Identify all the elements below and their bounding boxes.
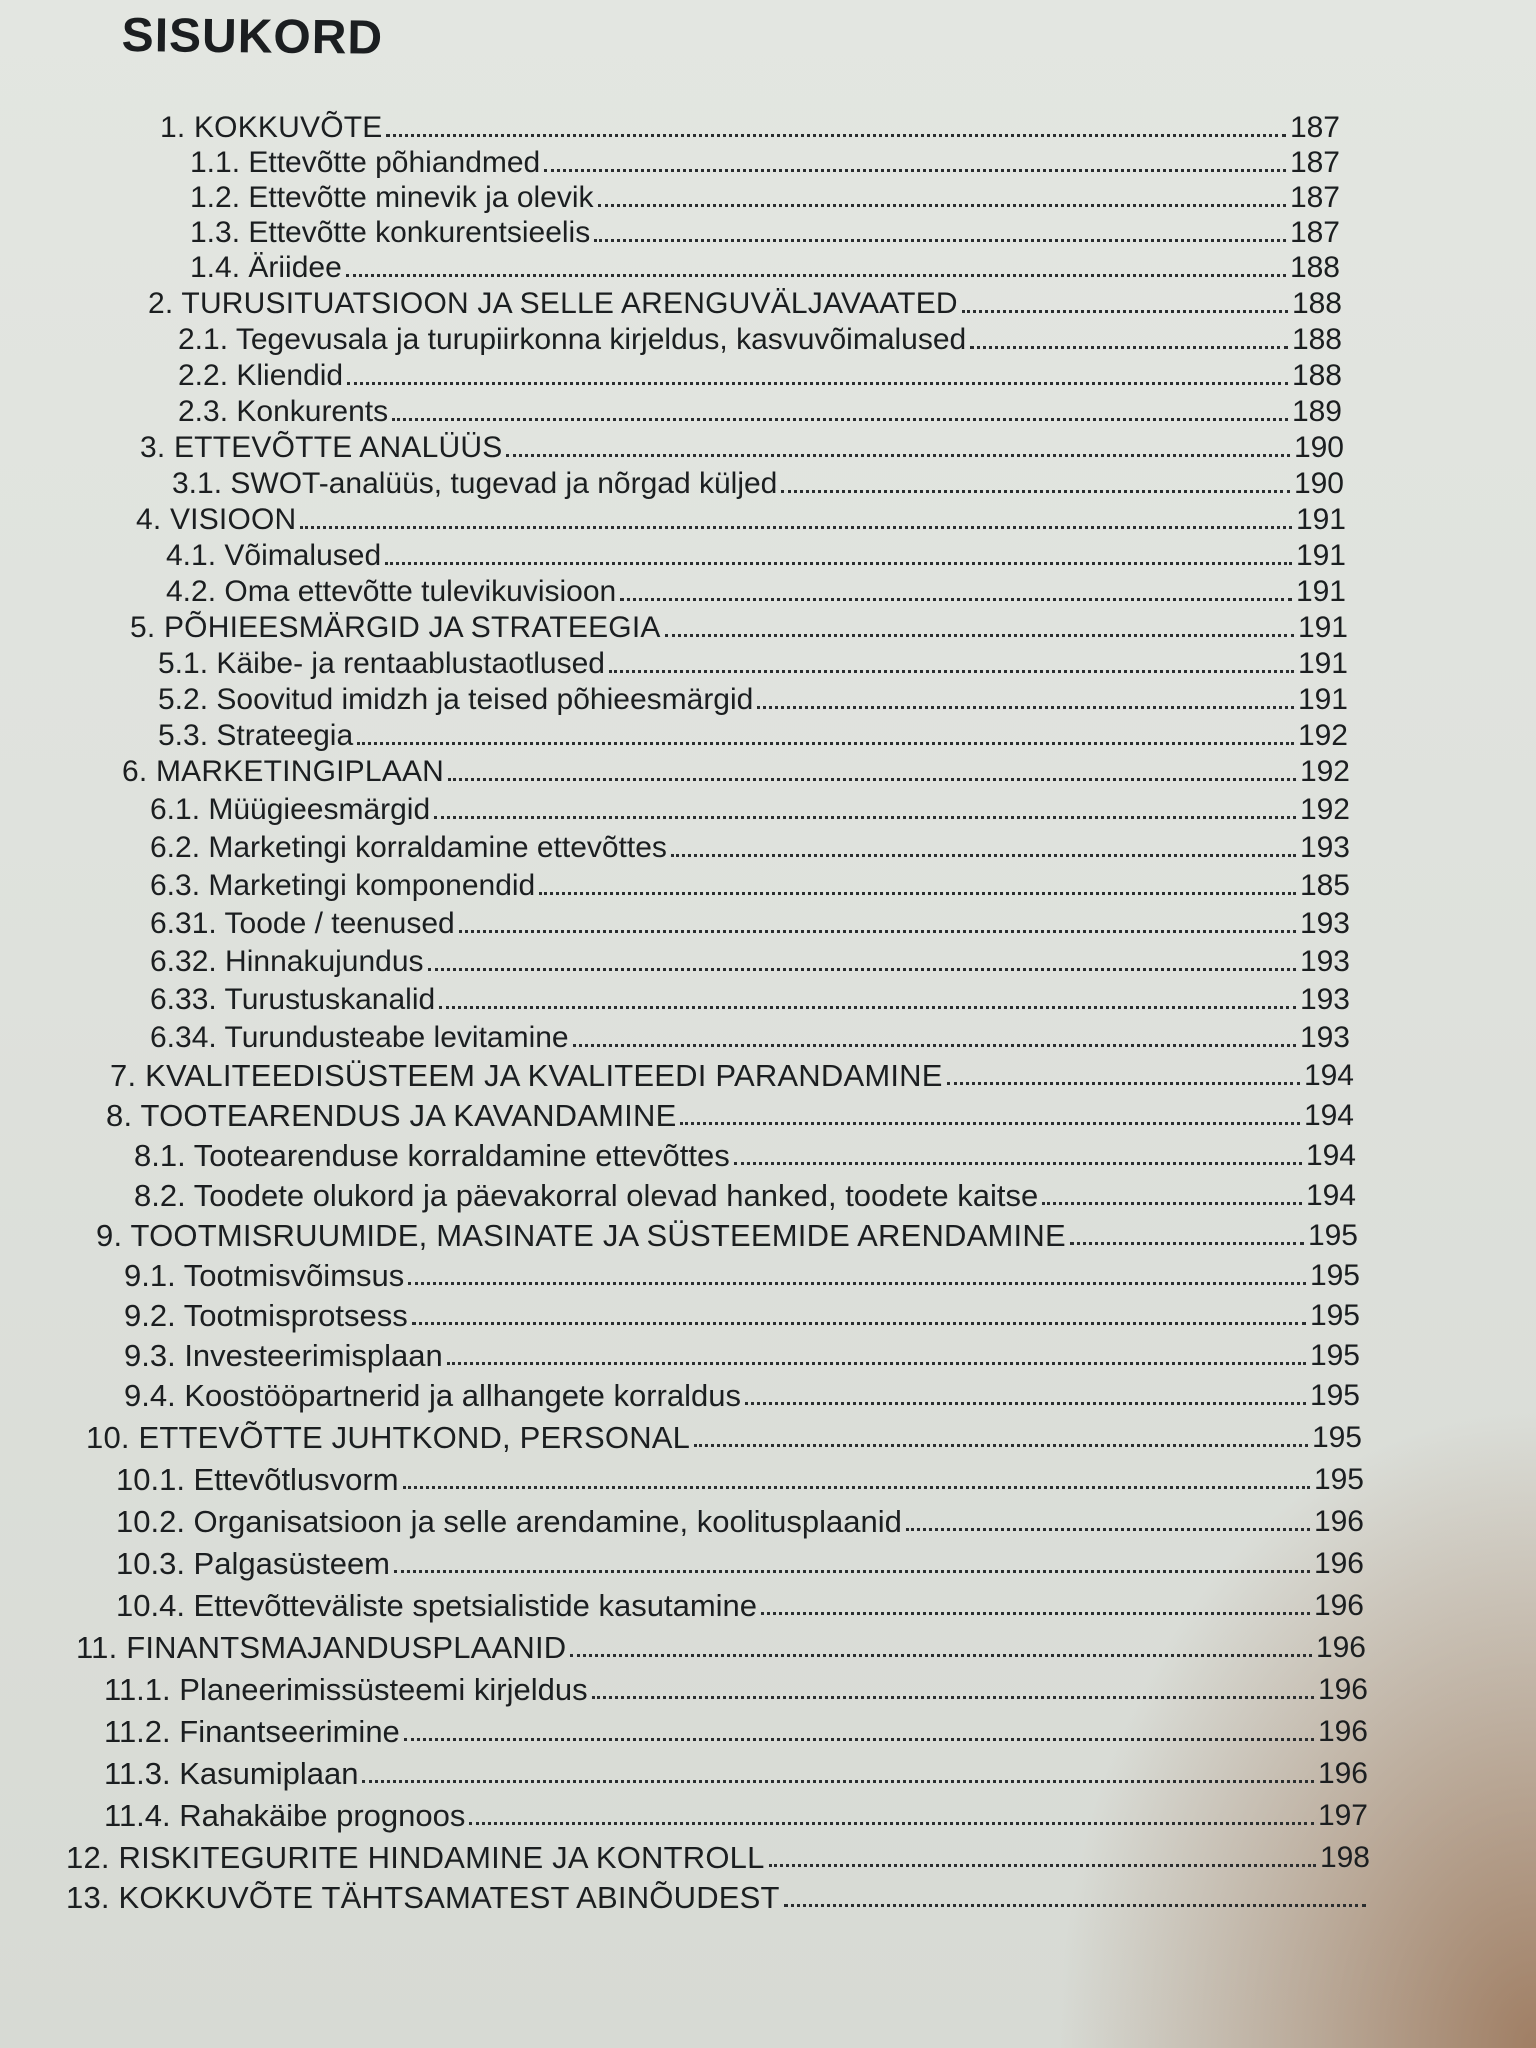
dot-leader	[392, 418, 1288, 421]
toc-entry	[134, 1136, 1356, 1174]
toc-page-number: 196	[1313, 1547, 1364, 1580]
toc-entry	[106, 1096, 1354, 1134]
toc-entry-title: 4.1. Võimalused	[166, 539, 382, 572]
toc-entry	[166, 572, 1346, 610]
dot-leader	[609, 670, 1294, 673]
dot-leader	[404, 1738, 1314, 1741]
dot-leader	[347, 382, 1288, 385]
toc-entry-title: 11. FINANTSMAJANDUSPLAANID	[76, 1630, 567, 1665]
dot-leader	[962, 310, 1288, 313]
toc-entry-title: 2.1. Tegevusala ja turupiirkonna kirjeldus, kasvuvõimalused	[178, 323, 967, 356]
toc-entry-title: 1.4. Äriidee	[190, 251, 342, 284]
toc-entry-title: 10.3. Palgasüsteem	[116, 1546, 391, 1581]
toc-page-number: 191	[1295, 575, 1346, 608]
toc-entry	[150, 980, 1350, 1018]
toc-entry	[166, 536, 1346, 574]
toc-entry	[124, 1296, 1360, 1334]
dot-leader	[539, 892, 1296, 895]
toc-entry	[76, 1628, 1366, 1666]
toc-entry-title: 2. TURUSITUATSIOON JA SELLE ARENGUVÄLJAVAATED	[148, 287, 958, 320]
dot-leader	[394, 1570, 1310, 1573]
toc-entry-title: 5.3. Strateegia	[158, 719, 354, 752]
toc-entry	[190, 178, 1340, 216]
toc-entry-title: 2.3. Konkurents	[178, 395, 389, 428]
toc-page-number: 187	[1289, 111, 1340, 144]
toc-entry-title: 6.1. Müügieesmärgid	[150, 793, 431, 826]
toc-page-number: 185	[1299, 869, 1350, 902]
toc-entry-title: 6.32. Hinnakujundus	[150, 945, 424, 978]
toc-page-number: 195	[1309, 1299, 1360, 1332]
toc-entry-title: 4.2. Oma ettevõtte tulevikuvisioon	[166, 575, 617, 608]
toc-entry-title: 3.1. SWOT-analüüs, tugevad ja nõrgad küljed	[172, 467, 778, 500]
dot-leader	[970, 346, 1288, 349]
toc-page-number: 196	[1313, 1589, 1364, 1622]
dot-leader	[781, 490, 1290, 493]
dot-leader	[594, 239, 1286, 242]
dot-leader	[357, 742, 1294, 745]
toc-entry	[140, 428, 1344, 466]
dot-leader	[362, 1780, 1313, 1783]
toc-entry-title: 1. KOKKUVÕTE	[160, 111, 383, 144]
dot-leader	[906, 1528, 1310, 1531]
toc-page-number: 197	[1317, 1799, 1368, 1832]
dot-leader	[734, 1162, 1302, 1165]
dot-leader	[300, 526, 1292, 529]
dot-leader	[412, 1322, 1306, 1325]
dot-leader	[573, 1044, 1296, 1047]
dot-leader	[459, 930, 1296, 933]
toc-page-number: 192	[1299, 793, 1350, 826]
toc-entry-title: 6.31. Toode / teenused	[150, 907, 455, 940]
toc-entry	[158, 716, 1348, 754]
toc-page-number: 195	[1307, 1219, 1358, 1252]
toc-page-number: 190	[1293, 467, 1344, 500]
toc-entry-title: 7. KVALITEEDISÜSTEEM JA KVALITEEDI PARANDAMINE	[110, 1058, 943, 1093]
toc-entry	[116, 1502, 1364, 1540]
toc-page-number: 198	[1319, 1841, 1370, 1874]
toc-entry-title: 5.2. Soovitud imidzh ja teised põhieesmärgid	[158, 683, 754, 716]
toc-entry-title: 10.2. Organisatsioon ja selle arendamine, koolitusplaanid	[116, 1504, 902, 1539]
toc-entry	[150, 904, 1350, 942]
toc-page-number: 195	[1309, 1339, 1360, 1372]
toc-entry	[178, 320, 1342, 358]
toc-entry	[116, 1544, 1364, 1582]
toc-page-number: 196	[1317, 1715, 1368, 1748]
toc-page-number: 187	[1289, 216, 1340, 249]
dot-leader	[570, 1654, 1312, 1657]
toc-page-number: 193	[1299, 983, 1350, 1016]
toc-page-number: 188	[1289, 251, 1340, 284]
toc-entry-title: 11.4. Rahakäibe prognoos	[104, 1798, 466, 1833]
dot-leader	[403, 1486, 1310, 1489]
toc-page-number: 191	[1297, 683, 1348, 716]
toc-entry-title: 10.1. Ettevõtlusvorm	[116, 1462, 399, 1497]
dot-leader	[385, 562, 1292, 565]
toc-entry	[148, 284, 1342, 322]
toc-entry	[136, 500, 1346, 538]
dot-leader	[769, 1864, 1316, 1867]
toc-page-number: 191	[1297, 611, 1348, 644]
toc-entry	[124, 1376, 1360, 1414]
toc-entry	[66, 1878, 1370, 1916]
toc-entry	[104, 1754, 1368, 1792]
toc-page-number: 196	[1315, 1631, 1366, 1664]
toc-page-number: 188	[1291, 287, 1342, 320]
toc-page-number: 194	[1303, 1059, 1354, 1092]
page-title: SISUKORD	[121, 8, 384, 65]
toc-entry-title: 6. MARKETINGIPLAAN	[122, 755, 445, 788]
toc-entry	[110, 1056, 1354, 1094]
toc-entry	[104, 1670, 1368, 1708]
toc-entry	[104, 1712, 1368, 1750]
dot-leader	[745, 1402, 1306, 1405]
toc-entry-title: 1.1. Ettevõtte põhiandmed	[190, 146, 541, 179]
toc-entry	[66, 1838, 1370, 1876]
toc-entry-title: 9.1. Tootmisvõimsus	[124, 1258, 405, 1293]
toc-entry	[150, 1018, 1350, 1056]
toc-page-number: 192	[1297, 719, 1348, 752]
toc-page-number: 194	[1305, 1179, 1356, 1212]
toc-page-number: 193	[1299, 1021, 1350, 1054]
dot-leader	[665, 634, 1294, 637]
toc-entry-title: 11.2. Finantseerimine	[104, 1714, 400, 1749]
toc-page-number: 195	[1313, 1463, 1364, 1496]
toc-entry	[134, 1176, 1356, 1214]
dot-leader	[680, 1122, 1299, 1125]
toc-entry-title: 5.1. Käibe- ja rentaablustaotlused	[158, 647, 605, 680]
toc-entry-title: 10.4. Ettevõtteväliste spetsialistide kasutamine	[116, 1588, 758, 1623]
dot-leader	[439, 1006, 1296, 1009]
toc-entry	[116, 1460, 1364, 1498]
toc-entry-title: 11.1. Planeerimissüsteemi kirjeldus	[104, 1672, 588, 1707]
toc-entry-title: 1.2. Ettevõtte minevik ja olevik	[190, 181, 594, 214]
toc-entry	[172, 464, 1344, 502]
toc-page-number: 191	[1295, 503, 1346, 536]
toc-entry-title: 3. ETTEVÕTTE ANALÜÜS	[140, 431, 503, 464]
toc-entry	[116, 1586, 1364, 1624]
toc-entry	[150, 828, 1350, 866]
toc-entry-title: 9.3. Investeerimisplaan	[124, 1338, 443, 1373]
dot-leader	[346, 274, 1286, 277]
toc-entry	[124, 1336, 1360, 1374]
toc-entry	[190, 143, 1340, 181]
toc-page-number: 196	[1317, 1673, 1368, 1706]
toc-page-number: 191	[1295, 539, 1346, 572]
toc-entry	[104, 1796, 1368, 1834]
toc-entry	[158, 680, 1348, 718]
toc-entry-title: 6.34. Turundusteabe levitamine	[150, 1021, 569, 1054]
toc-entry	[130, 608, 1348, 646]
dot-leader	[386, 134, 1285, 137]
dot-leader	[757, 706, 1294, 709]
dot-leader	[506, 454, 1290, 457]
toc-entry	[96, 1216, 1358, 1254]
toc-entry-title: 9. TOOTMISRUUMIDE, MASINATE JA SÜSTEEMIDE ARENDAMINE	[96, 1218, 1066, 1253]
toc-entry	[190, 248, 1340, 286]
toc-page-number: 193	[1299, 831, 1350, 864]
toc-entry	[160, 108, 1340, 146]
toc-page-number: 193	[1299, 945, 1350, 978]
toc-entry-title: 8.1. Tootearenduse korraldamine ettevõttes	[134, 1138, 730, 1173]
toc-page-number: 196	[1317, 1757, 1368, 1790]
dot-leader	[694, 1444, 1308, 1447]
toc-page-number: 195	[1309, 1379, 1360, 1412]
toc-page-number: 195	[1309, 1259, 1360, 1292]
toc-entry-title: 6.2. Marketingi korraldamine ettevõttes	[150, 831, 667, 864]
toc-entry	[158, 644, 1348, 682]
table-of-contents	[0, 108, 1536, 2008]
toc-entry-title: 2.2. Kliendid	[178, 359, 344, 392]
toc-page-number: 196	[1313, 1505, 1364, 1538]
toc-entry-title: 9.2. Tootmisprotsess	[124, 1298, 408, 1333]
dot-leader	[598, 204, 1286, 207]
toc-page-number: 193	[1299, 907, 1350, 940]
toc-entry	[124, 1256, 1360, 1294]
toc-entry	[178, 392, 1342, 430]
toc-entry-title: 5. PÕHIEESMÄRGID JA STRATEEGIA	[130, 611, 661, 644]
toc-entry	[150, 866, 1350, 904]
dot-leader	[428, 968, 1296, 971]
dot-leader	[408, 1282, 1306, 1285]
toc-entry	[122, 752, 1350, 790]
dot-leader	[947, 1082, 1300, 1085]
toc-entry-title: 6.3. Marketingi komponendid	[150, 869, 536, 902]
dot-leader	[448, 778, 1296, 781]
toc-entry	[150, 790, 1350, 828]
dot-leader	[447, 1362, 1306, 1365]
toc-page-number: 191	[1297, 647, 1348, 680]
toc-page-number: 194	[1303, 1099, 1354, 1132]
dot-leader	[1070, 1242, 1304, 1245]
toc-page-number: 189	[1291, 395, 1342, 428]
toc-entry-title: 4. VISIOON	[136, 503, 297, 536]
toc-entry-title: 9.4. Koostööpartnerid ja allhangete korraldus	[124, 1378, 741, 1413]
dot-leader	[592, 1696, 1314, 1699]
toc-page-number: 188	[1291, 323, 1342, 356]
toc-entry-title: 13. KOKKUVÕTE TÄHTSAMATEST ABINÕUDEST	[66, 1880, 780, 1915]
dot-leader	[784, 1904, 1366, 1907]
toc-page-number: 187	[1289, 146, 1340, 179]
toc-page-number: 190	[1293, 431, 1344, 464]
dot-leader	[671, 854, 1296, 857]
dot-leader	[620, 598, 1292, 601]
dot-leader	[761, 1612, 1310, 1615]
toc-page-number: 187	[1289, 181, 1340, 214]
toc-entry-title: 8. TOOTEARENDUS JA KAVANDAMINE	[106, 1098, 677, 1133]
toc-entry	[190, 213, 1340, 251]
toc-entry	[150, 942, 1350, 980]
toc-page-number: 192	[1299, 755, 1350, 788]
toc-entry-title: 6.33. Turustuskanalid	[150, 983, 436, 1016]
toc-entry	[86, 1418, 1362, 1456]
toc-page-number: 194	[1305, 1139, 1356, 1172]
dot-leader	[469, 1822, 1314, 1825]
toc-entry-title: 1.3. Ettevõtte konkurentsieelis	[190, 216, 591, 249]
dot-leader	[544, 169, 1286, 172]
dot-leader	[1042, 1202, 1302, 1205]
toc-entry-title: 11.3. Kasumiplaan	[104, 1756, 359, 1791]
toc-entry-title: 8.2. Toodete olukord ja päevakorral olevad hanked, toodete kaitse	[134, 1178, 1039, 1213]
toc-entry	[178, 356, 1342, 394]
toc-page-number: 195	[1311, 1421, 1362, 1454]
toc-entry-title: 10. ETTEVÕTTE JUHTKOND, PERSONAL	[86, 1420, 691, 1455]
toc-entry-title: 12. RISKITEGURITE HINDAMINE JA KONTROLL	[66, 1840, 765, 1875]
toc-page-number: 188	[1291, 359, 1342, 392]
dot-leader	[434, 816, 1296, 819]
